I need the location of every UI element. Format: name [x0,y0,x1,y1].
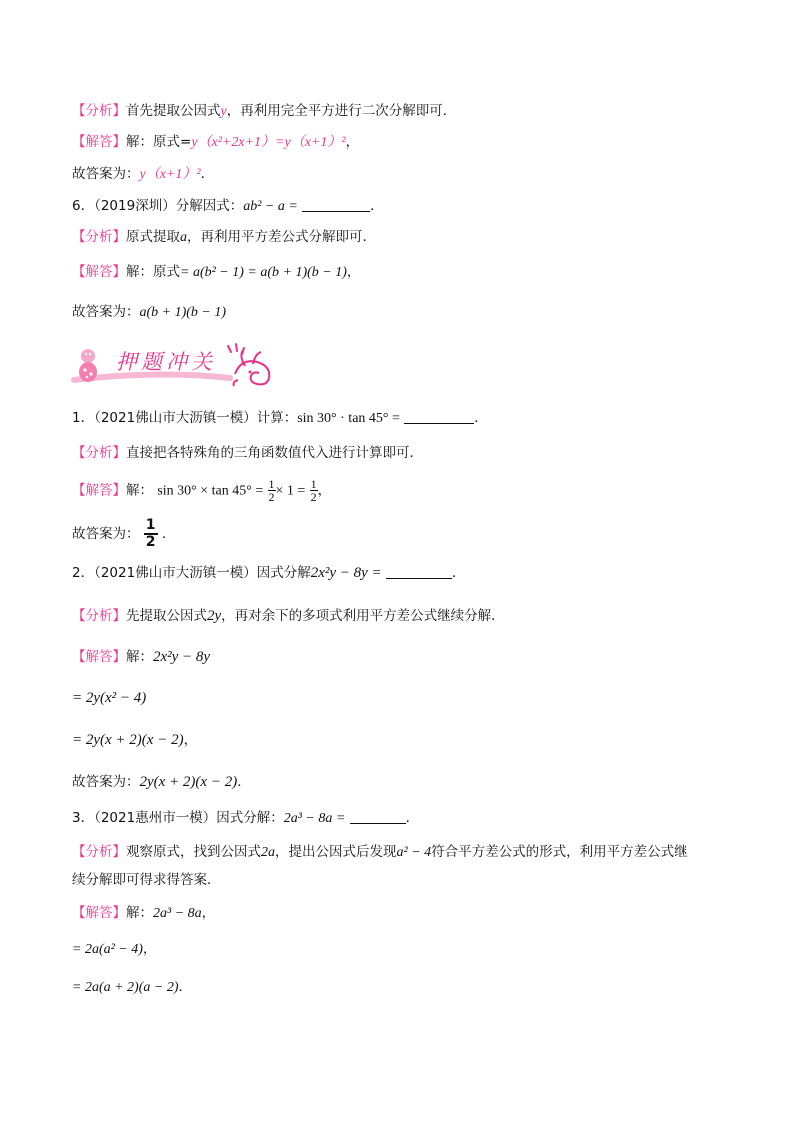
answer-blank [350,809,406,824]
q3-stem: 3．（2021惠州市一模）因式分解：2a³ − 8a = ． [72,810,420,826]
answer-blank [404,409,474,424]
analysis-tag: 【分析】 [72,103,126,119]
q6-answer: 【解答】解：原式= a(b² − 1) = a(b + 1)(b − 1)， [72,264,361,280]
q6-stem: 6．（2019深圳）分解因式：ab² − a = ． [72,198,384,214]
q3-analysis-line2: 续分解即可得求得答案． [72,872,221,888]
q2-step2: = 2y(x + 2)(x − 2)， [72,732,198,748]
answer-fraction: $\frac{1}{2}$ [145,517,156,550]
q6-analysis: 【分析】原式提取a，再利用平方差公式分解即可． [72,229,376,245]
q5-final: 故答案为：y（x+1）²． [72,166,215,182]
q2-stem: 2．（2021佛山市大沥镇一模）因式分解2x²y − 8y = ． [72,565,466,581]
q6-final: 故答案为：a(b + 1)(b − 1) [72,304,227,320]
q1-final: 故答案为： $\frac{1}{2}$ ． [72,517,176,550]
fraction: $\frac{1}{2}$ [268,477,275,504]
q2-final: 故答案为：2y(x + 2)(x − 2)． [72,774,251,790]
fraction: $\frac{1}{2}$ [310,477,317,504]
section-banner [70,340,290,388]
q1-analysis: 【分析】直接把各特殊角的三角函数值代入进行计算即可． [72,445,423,461]
q2-step1: = 2y(x² − 4) [72,690,147,706]
q3-answer: 【解答】解：2a³ − 8a， [72,905,216,921]
banner-title: 押题冲关 [116,350,216,374]
q2-analysis: 【分析】先提取公因式2y，再对余下的多项式利用平方差公式继续分解． [72,608,505,624]
q3-step2: = 2a(a + 2)(a − 2)． [72,979,192,995]
q3-analysis-line1: 【分析】观察原式，找到公因式2a，提出公因式后发现a² − 4符合平方差公式的形式，利用平方差公式继 [72,844,688,860]
q1-stem: 1．（2021佛山市大沥镇一模）计算：sin 30° · tan 45° = ． [72,410,488,426]
q5-answer: 【解答】解：原式=y（x²+2x+1）=y（x+1）²， [72,134,360,150]
answer-blank [386,564,452,579]
q1-answer: 【解答】解： sin 30° × tan 45° = $\frac{1}{2}$ × 1 = $\frac{1}{2}$ ， [72,477,332,504]
answer-tag: 【解答】 [72,134,126,150]
q3-step1: = 2a(a² − 4)， [72,941,157,957]
q2-answer: 【解答】解：2x²y − 8y [72,649,211,665]
q5-analysis: 【分析】首先提取公因式y，再利用完全平方进行二次分解即可． [72,103,457,119]
answer-blank [302,197,370,212]
